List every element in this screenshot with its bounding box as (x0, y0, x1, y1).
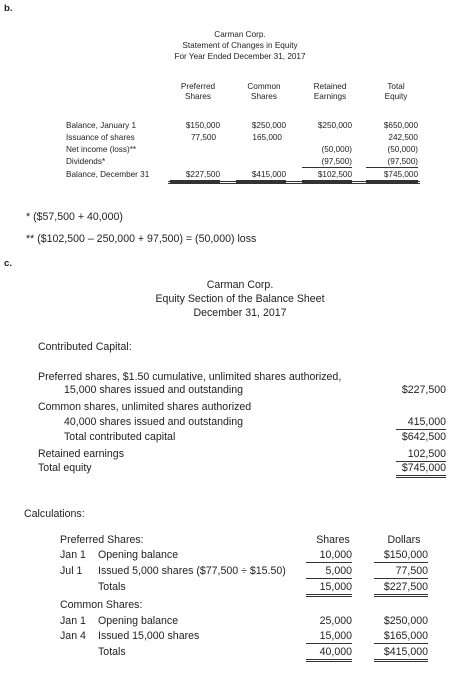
calc-dollars: $250,000 (383, 615, 428, 627)
cell-retained: (97,500) (302, 157, 352, 168)
balance-sheet-date: December 31, 2017 (193, 307, 287, 319)
common-calc-heading: Common Shares: (60, 599, 143, 611)
calc-dollars: $150,000 (374, 549, 428, 563)
calc-shares: 25,000 (319, 615, 352, 627)
calc-dollars: $415,000 (374, 646, 428, 662)
row-label: Net income (loss)** (66, 145, 137, 154)
cell-preferred: $227,500 (170, 170, 220, 183)
calc-date: Jan 1 (60, 615, 86, 627)
calculations-heading: Calculations: (24, 508, 85, 520)
cell-common: 165,000 (252, 133, 282, 142)
cell-total: $650,000 (383, 121, 418, 130)
row-label: Balance, January 1 (66, 121, 137, 130)
cell-total: 242,500 (388, 133, 418, 142)
company-name: Carman Corp. (206, 279, 274, 291)
common-description-line1: Common shares, unlimited shares authorized (38, 401, 252, 413)
footnote-dividends: * ($57,500 + 40,000) (26, 211, 123, 223)
cell-retained: (50,000) (321, 145, 352, 154)
calc-dollars: $227,500 (374, 581, 428, 597)
cell-preferred: 77,500 (190, 133, 216, 142)
row-label: Dividends* (66, 157, 106, 166)
statement-period: For Year Ended December 31, 2017 (174, 52, 306, 61)
column-header-line: Common (247, 82, 281, 91)
column-header-common (236, 82, 292, 102)
column-header-line: Equity (384, 92, 408, 101)
calc-shares: 10,000 (306, 549, 352, 563)
calc-description: Totals (98, 646, 126, 658)
calc-shares: 40,000 (306, 646, 352, 662)
column-header-line: Preferred (180, 82, 216, 91)
preferred-description-line2: 15,000 shares issued and outstanding (64, 384, 244, 396)
column-header-retained (302, 82, 358, 102)
cell-common: $415,000 (236, 170, 286, 183)
retained-earnings-label: Retained earnings (38, 448, 124, 460)
section-label-b: b. (4, 3, 13, 14)
column-header-line: Shares (251, 92, 277, 101)
calc-dollars: $165,000 (374, 630, 428, 644)
total-contributed-label: Total contributed capital (64, 431, 176, 443)
cell-total: $745,000 (366, 170, 418, 183)
column-header-line: Total (387, 82, 405, 91)
calc-dollars: 77,500 (374, 565, 428, 579)
calc-date: Jan 4 (60, 630, 86, 642)
calc-description: Issued 15,000 shares (98, 630, 200, 642)
total-rule (168, 181, 420, 185)
column-header-line: Retained (313, 82, 347, 91)
calc-description: Totals (98, 581, 126, 593)
column-header-total (368, 82, 424, 102)
calc-description: Issued 5,000 shares ($77,500 ÷ $15.50) (98, 565, 286, 577)
cell-retained: $102,500 (302, 170, 352, 183)
footnote-net-income: ** ($102,500 – 250,000 + 97,500) = (50,000) loss (26, 233, 257, 245)
total-equity-label: Total equity (38, 462, 92, 474)
calc-description: Opening balance (98, 615, 179, 627)
cell-common: $250,000 (251, 121, 286, 130)
calc-date: Jan 1 (60, 549, 86, 561)
cell-retained: $250,000 (317, 121, 352, 130)
total-contributed-amount: $642,500 (401, 431, 446, 443)
column-header-line: Shares (185, 92, 211, 101)
shares-column-header: Shares (316, 534, 350, 546)
column-header-line: Earnings (313, 92, 347, 101)
cell-total: (50,000) (387, 145, 418, 154)
balance-sheet-title: Equity Section of the Balance Sheet (155, 293, 325, 305)
statement-title: Statement of Changes in Equity (182, 41, 298, 50)
common-description-line2: 40,000 shares issued and outstanding (64, 416, 244, 428)
contributed-capital-heading: Contributed Capital: (38, 341, 132, 353)
preferred-description-line1: Preferred shares, $1.50 cumulative, unlimited shares authorized, (38, 371, 342, 383)
row-label: Issuance of shares (66, 133, 135, 142)
common-amount: 415,000 (396, 416, 446, 430)
row-label: Balance, December 31 (66, 170, 150, 179)
calc-description: Opening balance (98, 549, 179, 561)
preferred-amount: $227,500 (401, 384, 446, 396)
cell-total: (97,500) (366, 157, 418, 168)
section-label-c: c. (4, 258, 13, 269)
dollars-column-header: Dollars (387, 534, 421, 546)
calc-date: Jul 1 (60, 565, 83, 577)
total-equity-amount: $745,000 (396, 462, 446, 478)
cell-preferred: $150,000 (185, 121, 220, 130)
calc-shares: 15,000 (306, 630, 352, 644)
calc-shares: 5,000 (306, 565, 352, 579)
company-name: Carman Corp. (214, 30, 266, 39)
retained-earnings-amount: 102,500 (396, 448, 446, 462)
calc-shares: 15,000 (306, 581, 352, 597)
column-header-preferred (170, 82, 226, 102)
preferred-calc-heading: Preferred Shares: (60, 534, 144, 546)
